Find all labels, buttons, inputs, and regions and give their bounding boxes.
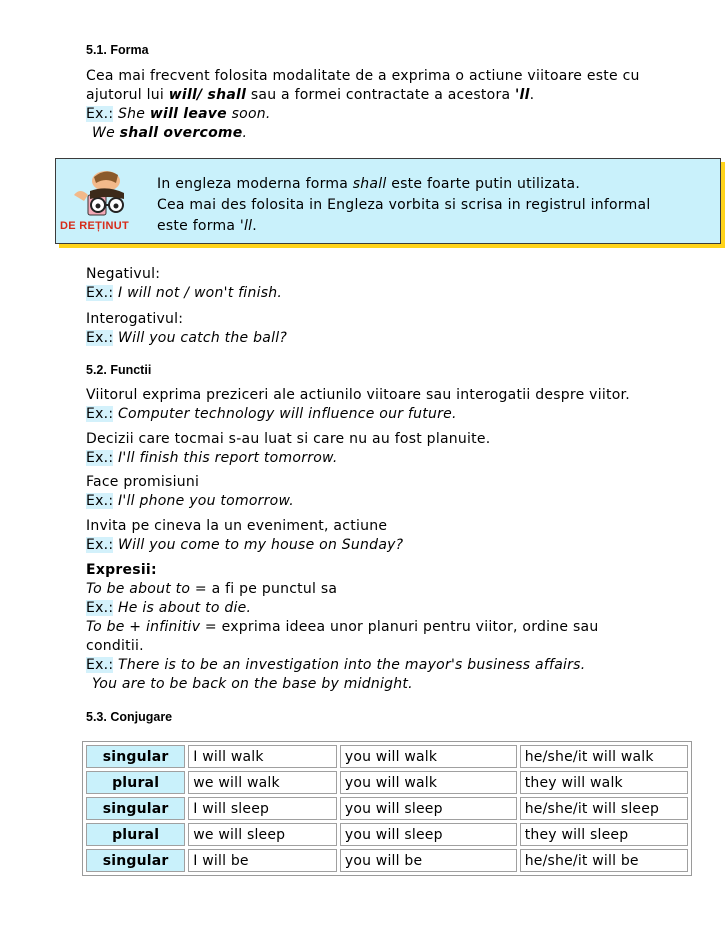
- table-row: [86, 771, 688, 794]
- example-line: [86, 449, 338, 468]
- text: .: [252, 218, 257, 234]
- example-label: Ex.:: [86, 330, 114, 346]
- table-cell: you will walk: [340, 771, 517, 794]
- text: ajutorul lui: [86, 87, 169, 103]
- example-label: Ex.:: [86, 493, 114, 509]
- example-label: Ex.:: [86, 106, 114, 122]
- note-line: [157, 174, 651, 195]
- example-line: [86, 329, 287, 348]
- expression-term: To be about to: [86, 581, 191, 597]
- table-cell: I will be: [188, 849, 337, 872]
- note-line: [157, 216, 651, 237]
- section-heading-functii: 5.2. Functii: [86, 363, 152, 377]
- text: este forma: [157, 218, 240, 234]
- number-label: plural: [86, 823, 185, 846]
- example-label: Ex.:: [86, 285, 114, 301]
- example-line: [86, 284, 282, 303]
- example-text: Will you come to my house on Sunday?: [113, 537, 404, 553]
- example-line: You are to be back on the base by midnight.: [92, 676, 413, 692]
- text: = exprima ideea unor planuri pentru viitor, ordine sau: [200, 619, 599, 635]
- table-cell: I will walk: [188, 745, 337, 768]
- example-label: Ex.:: [86, 657, 114, 673]
- text-emphasis: 'll: [239, 218, 253, 234]
- expressions-heading: Expresii:: [86, 562, 157, 578]
- example-text: I will not / won't finish.: [113, 285, 283, 301]
- expression-line: [86, 618, 598, 637]
- example-line: [86, 599, 251, 618]
- text: .: [242, 125, 248, 141]
- example-label: Ex.:: [86, 600, 114, 616]
- interrogative-label: Interogativul:: [86, 311, 184, 327]
- table-cell: he/she/it will be: [520, 849, 688, 872]
- expression-line: conditii.: [86, 638, 144, 654]
- example-text: Will you catch the ball?: [113, 330, 288, 346]
- table-cell: he/she/it will sleep: [520, 797, 688, 820]
- expression-term: To be + infinitiv: [86, 619, 201, 635]
- table-row: [86, 745, 688, 768]
- note-line: Cea mai des folosita in Engleza vorbita si scrisa in registrul informal: [157, 197, 651, 213]
- table-row: [86, 823, 688, 846]
- example-line: [86, 656, 585, 675]
- section-heading-forma: 5.1. Forma: [86, 43, 149, 57]
- text-emphasis: shall: [352, 176, 387, 192]
- table-cell: I will sleep: [188, 797, 337, 820]
- section-heading-conjugare: 5.3. Conjugare: [86, 710, 173, 724]
- text: = a fi pe punctul sa: [190, 581, 338, 597]
- text-emphasis: will/ shall: [168, 87, 247, 103]
- negative-label: Negativul:: [86, 266, 161, 282]
- table-cell: we will sleep: [188, 823, 337, 846]
- paragraph-line: Face promisiuni: [86, 474, 200, 490]
- paragraph-line: Cea mai frecvent folosita modalitate de a exprima o actiune viitoare este cu: [86, 68, 640, 84]
- text-emphasis: will leave: [149, 106, 227, 122]
- example-label: Ex.:: [86, 537, 114, 553]
- example-line: [86, 405, 457, 424]
- table-cell: you will be: [340, 849, 517, 872]
- text: soon.: [226, 106, 271, 122]
- example-line: [86, 492, 294, 511]
- remember-note-box: [55, 158, 721, 244]
- example-text: He is about to die.: [113, 600, 252, 616]
- example-label: Ex.:: [86, 450, 114, 466]
- example-line: [86, 105, 271, 124]
- text: In engleza moderna forma: [157, 176, 353, 192]
- table-cell: you will walk: [340, 745, 517, 768]
- remember-label: DE REȚINUT: [60, 220, 129, 232]
- paragraph-line: Invita pe cineva la un eveniment, actiune: [86, 518, 388, 534]
- text-emphasis: 'll: [515, 87, 530, 103]
- text: sau a formei contractate a acestora: [246, 87, 515, 103]
- text: este foarte putin utilizata.: [386, 176, 581, 192]
- text-emphasis: shall overcome: [119, 125, 243, 141]
- table-cell: you will sleep: [340, 797, 517, 820]
- number-label: singular: [86, 745, 185, 768]
- example-line: [92, 124, 247, 143]
- table-cell: you will sleep: [340, 823, 517, 846]
- table-cell: they will walk: [520, 771, 688, 794]
- number-label: plural: [86, 771, 185, 794]
- number-label: singular: [86, 797, 185, 820]
- example-text: Computer technology will influence our future.: [113, 406, 457, 422]
- text: She: [113, 106, 150, 122]
- expression-line: [86, 580, 337, 599]
- example-text: There is to be an investigation into the mayor's business affairs.: [113, 657, 586, 673]
- text: .: [529, 87, 535, 103]
- table-cell: we will walk: [188, 771, 337, 794]
- example-line: [86, 536, 403, 555]
- note-text: [157, 174, 651, 237]
- paragraph-line: Viitorul exprima preziceri ale actiunilo viitoare sau interogatii despre viitor.: [86, 387, 630, 403]
- conjugation-table: [82, 741, 692, 876]
- table-row: [86, 849, 688, 872]
- table-cell: he/she/it will walk: [520, 745, 688, 768]
- example-text: I'll phone you tomorrow.: [113, 493, 294, 509]
- table-row: [86, 797, 688, 820]
- number-label: singular: [86, 849, 185, 872]
- table-cell: they will sleep: [520, 823, 688, 846]
- paragraph-line: [86, 86, 534, 105]
- text: We: [92, 125, 120, 141]
- example-label: Ex.:: [86, 406, 114, 422]
- example-text: I'll finish this report tomorrow.: [113, 450, 338, 466]
- paragraph-line: Decizii care tocmai s-au luat si care nu au fost planuite.: [86, 431, 491, 447]
